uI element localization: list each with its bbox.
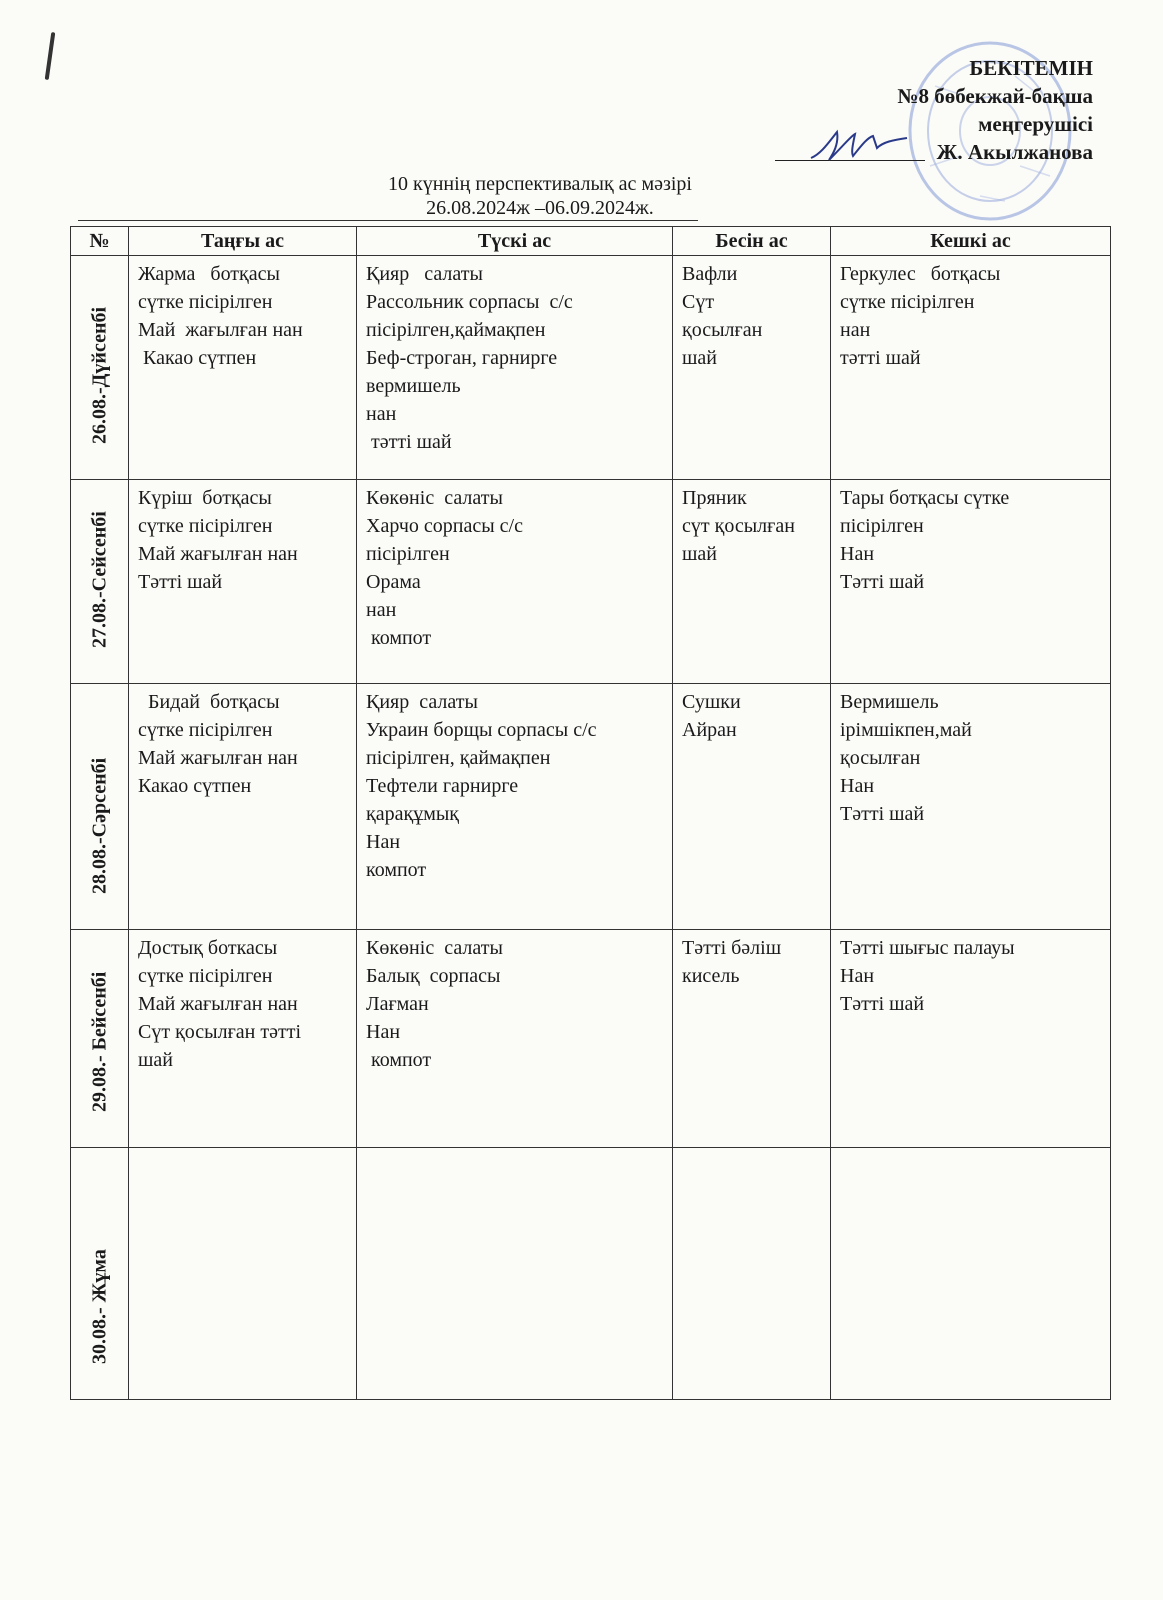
menu-item: Лағман [366, 993, 429, 1015]
day-label: 30.08.- Жұма [88, 1249, 110, 1364]
menu-item: Тефтели гарнирге [366, 775, 519, 797]
menu-item: пісірілген, қаймақпен [366, 747, 551, 769]
menu-item: Нан [840, 775, 875, 797]
menu-item: Бидай ботқасы [138, 691, 280, 713]
dinner-cell [831, 1148, 1111, 1400]
dinner-cell [831, 256, 1111, 480]
menu-item: нан [366, 599, 397, 621]
menu-item: Какао сүтпен [138, 347, 257, 369]
menu-item: қарақұмық [366, 803, 459, 825]
day-cell [71, 930, 129, 1148]
menu-item: сүтке пісірілген [138, 515, 273, 537]
menu-item: сүтке пісірілген [138, 719, 273, 741]
menu-item: Тәтті шығыс палауы [840, 937, 1015, 959]
header-snack: Бесін ас [673, 227, 831, 256]
breakfast-cell [129, 1148, 357, 1400]
menu-item: компот [366, 627, 432, 649]
table-row [71, 480, 1111, 684]
menu-item: сүтке пісірілген [840, 291, 975, 313]
snack-cell [673, 684, 831, 930]
approval-position: меңгерушісі [978, 112, 1093, 136]
menu-item: Тәтті шай [840, 993, 925, 1015]
menu-item: Тәтті шай [138, 571, 223, 593]
menu-item: Достық боткасы [138, 937, 278, 959]
menu-item: пісірілген [840, 515, 924, 537]
menu-item: Май жағылған нан [138, 993, 298, 1015]
menu-item: тәтті шай [366, 431, 452, 453]
menu-item: Украин борщы сорпасы с/с [366, 719, 597, 741]
menu-item: Нан [366, 1021, 401, 1043]
lunch-cell [357, 256, 673, 480]
approval-block [673, 54, 1093, 166]
header-number: № [71, 227, 129, 256]
table-row [71, 684, 1111, 930]
table-row [71, 256, 1111, 480]
lunch-cell [357, 930, 673, 1148]
snack-cell [673, 480, 831, 684]
menu-item: Рассольник сорпасы с/с [366, 291, 573, 313]
menu-item: компот [366, 859, 427, 881]
menu-item: тәтті шай [840, 347, 921, 369]
day-cell [71, 684, 129, 930]
snack-cell [673, 930, 831, 1148]
handwritten-signature [803, 124, 913, 164]
title-underline [78, 220, 698, 221]
menu-item: Қияр салаты [366, 263, 483, 285]
menu-item: Нан [840, 965, 875, 987]
day-cell [71, 256, 129, 480]
table-row [71, 930, 1111, 1148]
approval-heading: БЕКІТЕМІН [969, 56, 1093, 80]
menu-item: шай [138, 1049, 173, 1071]
header-breakfast: Таңғы ас [129, 227, 357, 256]
document-title [300, 172, 780, 220]
header-lunch: Түскі ас [357, 227, 673, 256]
menu-item: Тары ботқасы сүтке [840, 487, 1010, 509]
menu-item: Қияр салаты [366, 691, 478, 713]
breakfast-cell [129, 930, 357, 1148]
menu-item: Май жағылған нан [138, 543, 298, 565]
dinner-cell [831, 930, 1111, 1148]
menu-item: шай [682, 347, 717, 369]
menu-item: сүтке пісірілген [138, 965, 273, 987]
menu-item: Геркулес ботқасы [840, 263, 1001, 285]
menu-item: Балық сорпасы [366, 965, 501, 987]
menu-item: Көкөніс салаты [366, 487, 503, 509]
menu-item: Тәтті шай [840, 803, 925, 825]
menu-item: Май жағылған нан [138, 319, 303, 341]
menu-item: Вафли [682, 263, 738, 285]
menu-item: Какао сүтпен [138, 775, 252, 797]
menu-item: пісірілген [366, 543, 450, 565]
menu-item: Жарма ботқасы [138, 263, 280, 285]
menu-item: Нан [840, 543, 875, 565]
dinner-cell [831, 684, 1111, 930]
menu-item: Вермишель [840, 691, 939, 713]
menu-item: Май жағылған нан [138, 747, 298, 769]
lunch-cell [357, 1148, 673, 1400]
menu-item: Сушки [682, 691, 741, 713]
pen-mark [45, 32, 56, 80]
signature-row [673, 138, 1093, 166]
menu-item: Беф-строган, гарнирге [366, 347, 558, 369]
menu-item: Көкөніс салаты [366, 937, 503, 959]
day-label: 28.08.-Сәрсенбі [88, 757, 110, 894]
snack-cell [673, 1148, 831, 1400]
menu-item: вермишель [366, 375, 461, 397]
menu-item: Пряник [682, 487, 747, 509]
menu-item: Тәтті бәліш [682, 937, 782, 959]
menu-item: нан [840, 319, 871, 341]
breakfast-cell [129, 684, 357, 930]
table-row [71, 1148, 1111, 1400]
menu-item: Сүт [682, 291, 715, 313]
snack-cell [673, 256, 831, 480]
menu-item: кисель [682, 965, 740, 987]
day-cell [71, 480, 129, 684]
day-label: 26.08.-Дүйсенбі [88, 306, 110, 444]
approval-organization: №8 бөбекжай-бақша [897, 84, 1093, 108]
menu-item: Айран [682, 719, 737, 741]
lunch-cell [357, 684, 673, 930]
menu-item: сүтке пісірілген [138, 291, 273, 313]
menu-item: пісірілген,қаймақпен [366, 319, 546, 341]
day-label: 27.08.-Сейсенбі [88, 511, 110, 648]
menu-item: Сүт қосылған тәтті [138, 1021, 302, 1043]
title-line-1: 10 күннің перспективалық ас мәзірі [388, 173, 692, 195]
approval-name: Ж. Акылжанова [936, 140, 1093, 164]
menu-item: Күріш ботқасы [138, 487, 272, 509]
menu-item: сүт қосылған [682, 515, 795, 537]
header-dinner: Кешкі ас [831, 227, 1111, 256]
header-row [71, 227, 1111, 256]
menu-item: қосылған [840, 747, 921, 769]
menu-item: шай [682, 543, 717, 565]
menu-item: компот [366, 1049, 432, 1071]
menu-table [70, 226, 1111, 1400]
menu-item: Тәтті шай [840, 571, 925, 593]
breakfast-cell [129, 480, 357, 684]
menu-item: қосылған [682, 319, 763, 341]
menu-item: Харчо сорпасы с/с [366, 515, 523, 537]
day-label: 29.08.- Бейсенбі [88, 971, 110, 1112]
menu-item: ірімшікпен,май [840, 719, 972, 741]
menu-item: нан [366, 403, 397, 425]
lunch-cell [357, 480, 673, 684]
menu-item: Нан [366, 831, 401, 853]
dinner-cell [831, 480, 1111, 684]
title-line-2: 26.08.2024ж –06.09.2024ж. [426, 197, 654, 219]
menu-item: Орама [366, 571, 421, 593]
day-cell [71, 1148, 129, 1400]
breakfast-cell [129, 256, 357, 480]
